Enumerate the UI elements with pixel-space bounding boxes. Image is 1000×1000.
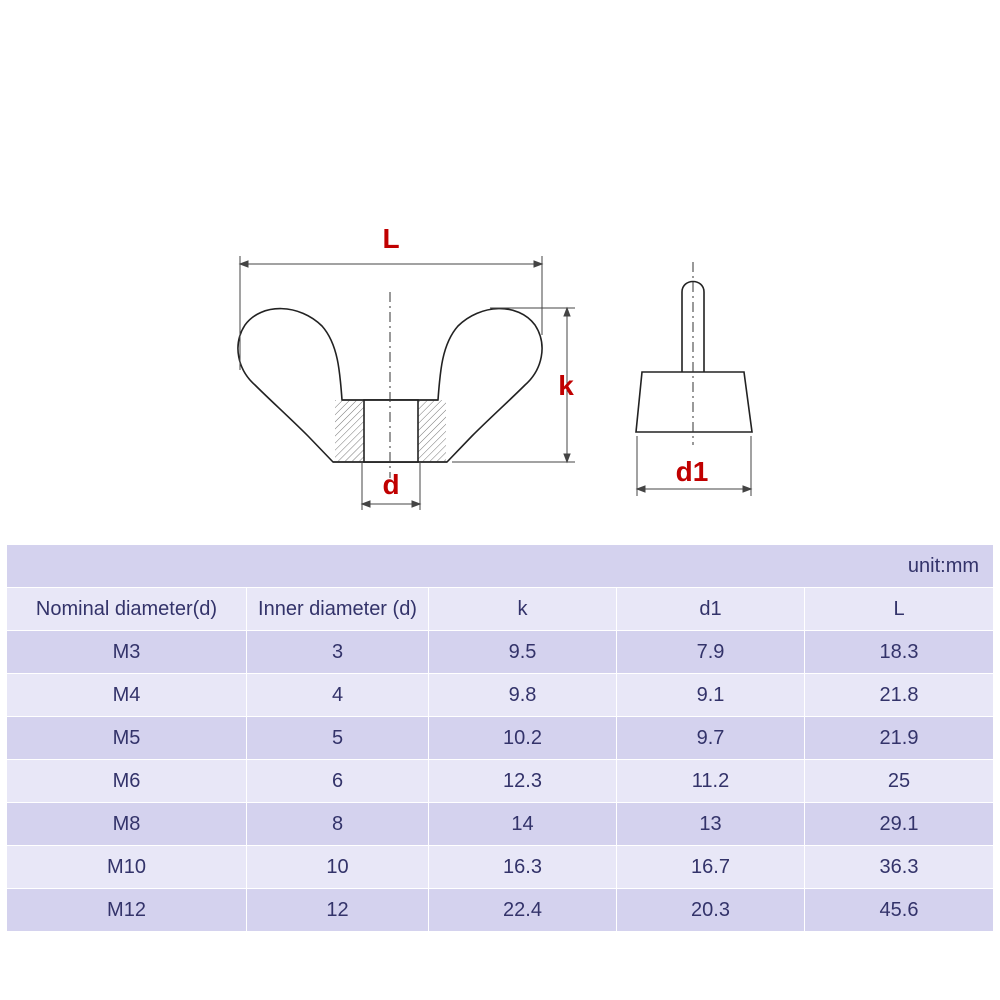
- cell-inner: 12: [247, 889, 429, 932]
- label-d: d: [382, 469, 400, 500]
- label-k: k: [558, 370, 574, 401]
- left-hatch: [335, 400, 364, 462]
- cell-k: 9.5: [429, 631, 617, 674]
- cell-L: 18.3: [805, 631, 994, 674]
- header-row: [7, 588, 994, 631]
- dimension-k: [452, 308, 575, 462]
- side-base: [636, 372, 752, 432]
- cell-inner: 10: [247, 846, 429, 889]
- cell-L: 45.6: [805, 889, 994, 932]
- table-row: [7, 717, 994, 760]
- cell-inner: 6: [247, 760, 429, 803]
- cell-k: 16.3: [429, 846, 617, 889]
- header-k: k: [429, 588, 617, 631]
- cell-d1: 16.7: [617, 846, 805, 889]
- right-hatch: [418, 400, 446, 462]
- dimension-L: [240, 256, 542, 370]
- cell-L: 25: [805, 760, 994, 803]
- cell-nominal: M10: [7, 846, 247, 889]
- header-L: L: [805, 588, 994, 631]
- unit-row: [7, 545, 994, 588]
- cell-inner: 4: [247, 674, 429, 717]
- bore: [364, 400, 418, 462]
- cell-nominal: M5: [7, 717, 247, 760]
- cell-nominal: M12: [7, 889, 247, 932]
- cell-nominal: M4: [7, 674, 247, 717]
- spec-table-body: [7, 545, 994, 932]
- spec-table: [6, 544, 994, 932]
- table-row: [7, 803, 994, 846]
- cell-d1: 13: [617, 803, 805, 846]
- cell-d1: 9.7: [617, 717, 805, 760]
- unit-label: unit:mm: [7, 545, 994, 588]
- cell-k: 22.4: [429, 889, 617, 932]
- cell-nominal: M6: [7, 760, 247, 803]
- cell-inner: 5: [247, 717, 429, 760]
- side-view: [636, 282, 752, 433]
- cell-L: 21.8: [805, 674, 994, 717]
- cell-nominal: M8: [7, 803, 247, 846]
- table-row: [7, 631, 994, 674]
- label-L: L: [382, 223, 400, 254]
- cell-d1: 9.1: [617, 674, 805, 717]
- cell-inner: 3: [247, 631, 429, 674]
- cell-L: 36.3: [805, 846, 994, 889]
- header-nominal-diameter: Nominal diameter(d): [7, 588, 247, 631]
- cell-d1: 20.3: [617, 889, 805, 932]
- table-row: [7, 760, 994, 803]
- cell-k: 9.8: [429, 674, 617, 717]
- cell-k: 10.2: [429, 717, 617, 760]
- cell-nominal: M3: [7, 631, 247, 674]
- cell-L: 29.1: [805, 803, 994, 846]
- cell-inner: 8: [247, 803, 429, 846]
- cell-k: 14: [429, 803, 617, 846]
- cell-d1: 7.9: [617, 631, 805, 674]
- header-inner-diameter: Inner diameter (d): [247, 588, 429, 631]
- cell-k: 12.3: [429, 760, 617, 803]
- label-d1: d1: [675, 456, 709, 487]
- table-row: [7, 889, 994, 932]
- table-row: [7, 846, 994, 889]
- header-d1: d1: [617, 588, 805, 631]
- cell-L: 21.9: [805, 717, 994, 760]
- cell-d1: 11.2: [617, 760, 805, 803]
- table-row: [7, 674, 994, 717]
